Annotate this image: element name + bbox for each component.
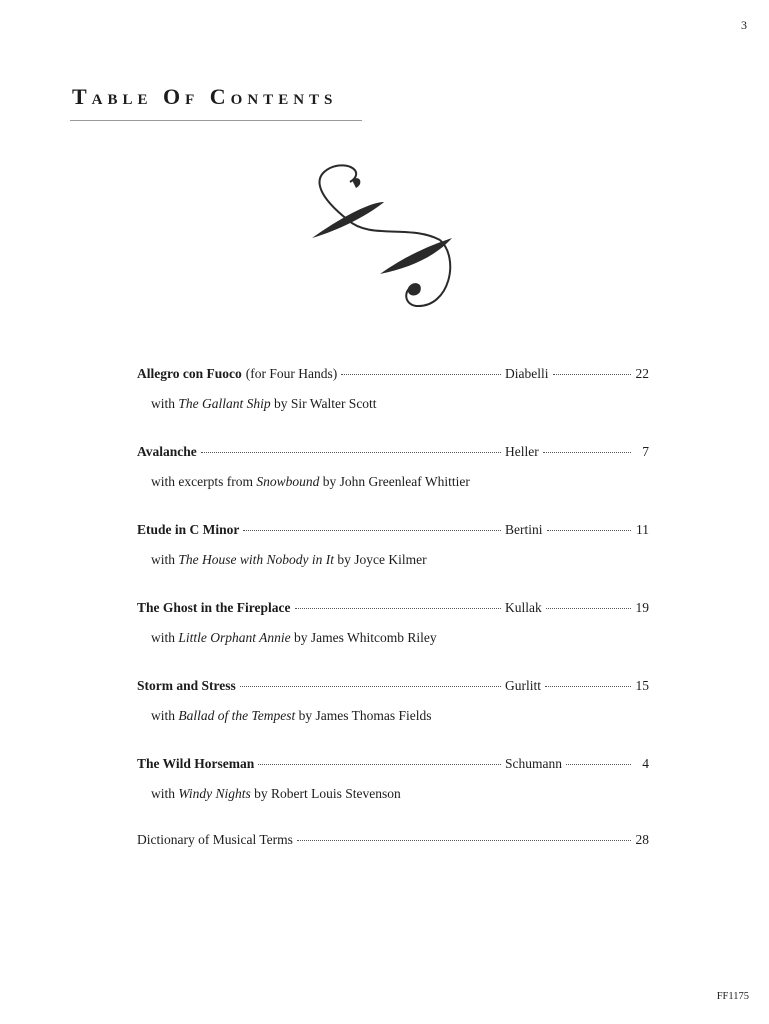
poem-credit: with Ballad of the Tempest by James Thomas Fields — [151, 708, 432, 723]
composer-name: Kullak — [505, 600, 542, 615]
page-ref: 11 — [636, 522, 649, 537]
toc-entry — [137, 756, 649, 834]
leader-dots — [258, 764, 501, 765]
poem-title: The Gallant Ship — [178, 396, 271, 411]
composer-name: Bertini — [505, 522, 543, 537]
composer-name: Gurlitt — [505, 678, 541, 693]
composer-name: Schumann — [505, 756, 562, 771]
page-ref: 15 — [635, 678, 649, 693]
toc-entry — [137, 522, 649, 600]
page-number: 3 — [741, 18, 747, 32]
poem-credit: with The House with Nobody in It by Joyce Kilmer — [151, 552, 427, 567]
leader-dots — [341, 374, 501, 375]
leader-dots — [546, 608, 631, 609]
poem-title: Ballad of the Tempest — [178, 708, 296, 723]
composer-name: Diabelli — [505, 366, 549, 381]
leader-dots — [295, 608, 502, 609]
page-ref: 28 — [635, 832, 649, 847]
piece-note: (for Four Hands) — [245, 366, 338, 381]
composer-name: Heller — [505, 444, 539, 459]
catalog-code: FF1175 — [716, 991, 749, 1002]
toc-entry — [137, 366, 649, 444]
poem-credit: with excerpts from Snowbound by John Greenleaf Whittier — [151, 474, 470, 489]
leader-dots — [243, 530, 501, 531]
leader-dots — [240, 686, 501, 687]
page-ref: 7 — [642, 444, 649, 459]
piece-title: The Wild Horseman — [137, 756, 255, 771]
poem-credit: with Windy Nights by Robert Louis Stevenson — [151, 786, 401, 801]
toc-entry — [137, 444, 649, 522]
poem-title: Snowbound — [256, 474, 320, 489]
piece-title: Storm and Stress — [137, 678, 236, 693]
page-ref: 19 — [635, 600, 649, 615]
leader-dots — [297, 840, 631, 841]
piece-title: Etude in C Minor — [137, 522, 240, 537]
leader-dots — [553, 374, 632, 375]
toc-entry — [137, 678, 649, 756]
leader-dots — [566, 764, 631, 765]
piece-title: Allegro con Fuoco — [137, 366, 242, 381]
leader-dots — [201, 452, 501, 453]
calligraphic-flourish-icon — [300, 158, 460, 314]
piece-title: Avalanche — [137, 444, 197, 459]
poem-title: Little Orphant Annie — [178, 630, 291, 645]
poem-title: The House with Nobody in It — [178, 552, 335, 567]
table-of-contents — [137, 366, 649, 848]
poem-title: Windy Nights — [178, 786, 251, 801]
page-ref: 4 — [642, 756, 649, 771]
title-rule — [70, 120, 362, 121]
leader-dots — [545, 686, 631, 687]
leader-dots — [543, 452, 631, 453]
dictionary-label: Dictionary of Musical Terms — [137, 832, 293, 847]
page-title: Table Of Contents — [72, 84, 338, 109]
toc-entry — [137, 600, 649, 678]
dictionary-entry — [137, 832, 649, 848]
poem-credit: with Little Orphant Annie by James Whitcomb Riley — [151, 630, 437, 645]
leader-dots — [547, 530, 632, 531]
piece-title: The Ghost in the Fireplace — [137, 600, 291, 615]
page-ref: 22 — [635, 366, 649, 381]
poem-credit: with The Gallant Ship by Sir Walter Scott — [151, 396, 377, 411]
